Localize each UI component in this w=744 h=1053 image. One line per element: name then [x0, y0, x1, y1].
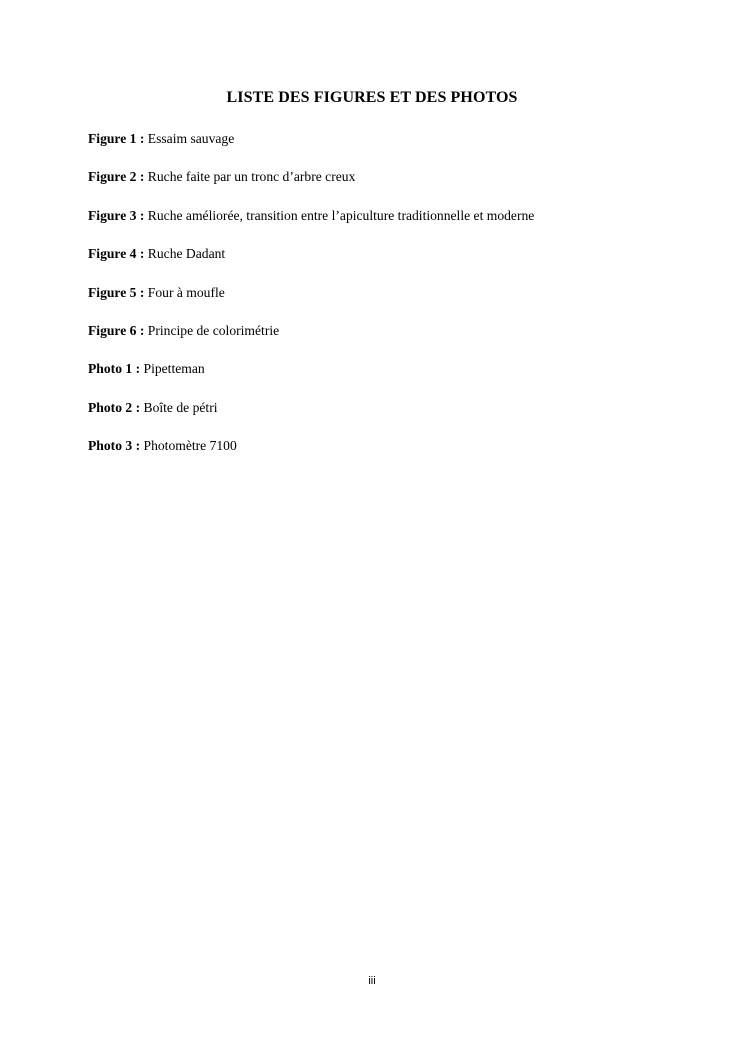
- entry-text: Ruche Dadant: [147, 246, 226, 262]
- figure-list: [88, 130, 688, 476]
- entry-label: Figure 6: [88, 322, 137, 338]
- entry-label: Photo 3: [88, 438, 133, 454]
- entry-label: Figure 1: [88, 131, 137, 146]
- entry-text: Pipetteman: [143, 361, 205, 377]
- entry-text: Ruche améliorée, transition entre l’apiculture traditionnelle et moderne: [147, 207, 535, 223]
- entry-separator: :: [132, 438, 144, 454]
- page-title: LISTE DES FIGURES ET DES PHOTOS: [226, 89, 518, 106]
- entry-separator: :: [136, 284, 148, 300]
- list-item: [88, 360, 688, 398]
- entry-label: Figure 5: [88, 284, 137, 300]
- list-item: [88, 168, 688, 206]
- list-item: [88, 284, 688, 322]
- entry-label: Figure 4: [88, 246, 137, 262]
- page-number: iii: [368, 975, 376, 987]
- entry-label: Figure 2: [88, 169, 137, 185]
- entry-label: Figure 3: [88, 207, 137, 223]
- list-item: [88, 245, 688, 283]
- entry-text: Photomètre 7100: [143, 438, 237, 454]
- list-item: [88, 130, 688, 168]
- entry-label: Photo 2: [88, 399, 133, 415]
- list-item: [88, 399, 688, 437]
- list-item: [88, 207, 688, 245]
- entry-separator: :: [136, 131, 148, 146]
- entry-text: Four à moufle: [147, 284, 225, 300]
- list-item: [88, 322, 688, 360]
- entry-text: Ruche faite par un tronc d’arbre creux: [147, 169, 356, 185]
- entry-text: Boîte de pétri: [143, 399, 218, 415]
- entry-separator: :: [132, 399, 144, 415]
- entry-separator: :: [136, 207, 148, 223]
- entry-label: Photo 1: [88, 361, 133, 377]
- entry-separator: :: [136, 322, 148, 338]
- entry-separator: :: [132, 361, 144, 377]
- list-item: [88, 437, 688, 475]
- entry-text: Essaim sauvage: [147, 131, 235, 146]
- entry-separator: :: [136, 246, 148, 262]
- entry-text: Principe de colorimétrie: [147, 322, 280, 338]
- entry-separator: :: [136, 169, 148, 185]
